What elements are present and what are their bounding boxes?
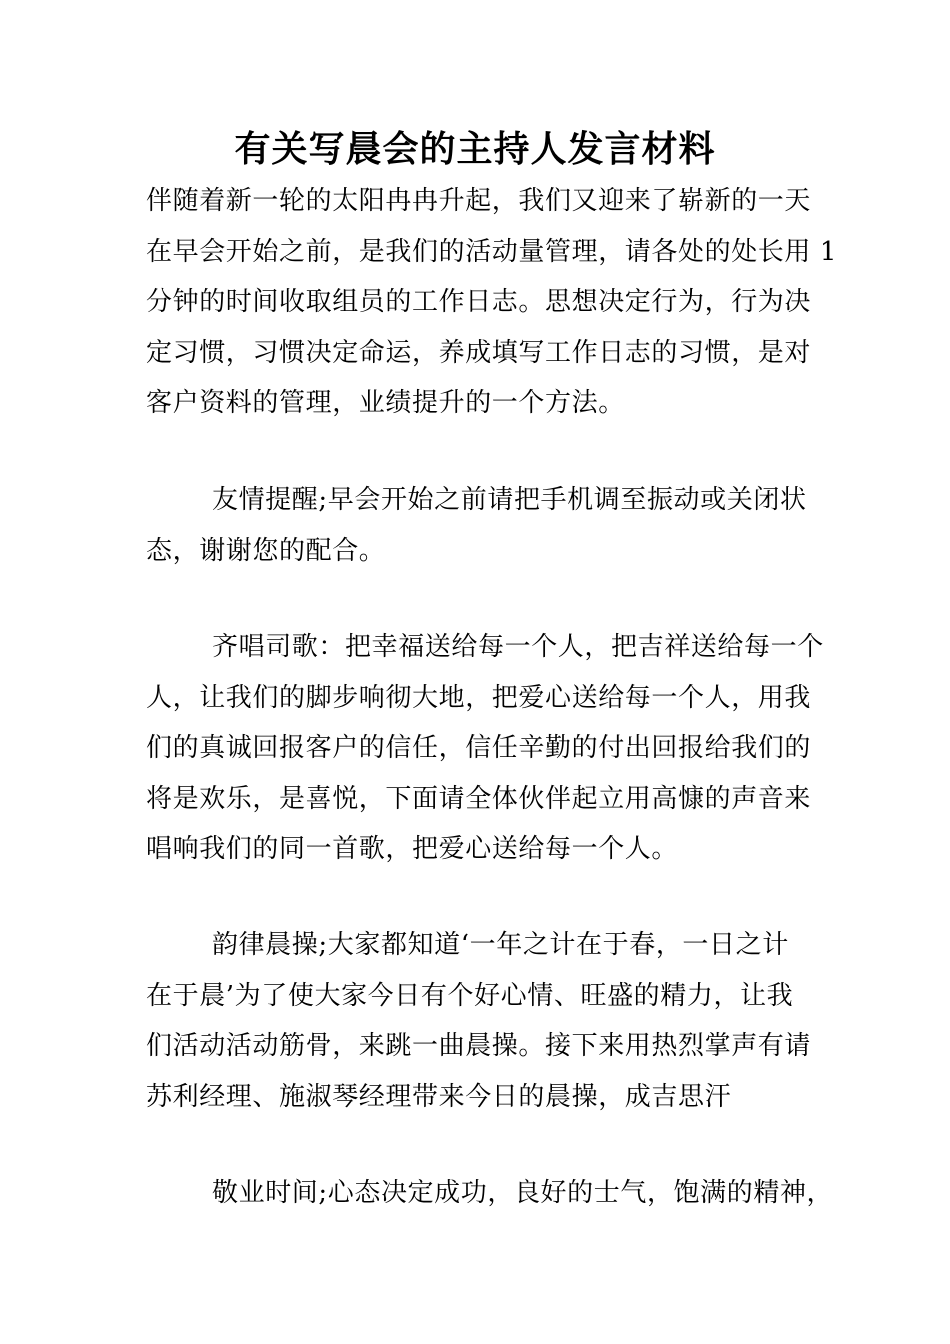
text-line: 苏利经理、施淑琴经理带来今日的晨操，成吉思汗 xyxy=(146,1081,732,1112)
text-line: 韵律晨操;大家都知道‘一年之计在于春，一日之计 xyxy=(212,930,789,960)
paragraph-dedication-time xyxy=(146,1168,834,1219)
text-line: 齐唱司歌：把幸福送给每一个人，把吉祥送给每一个 xyxy=(212,632,824,662)
paragraph-opening xyxy=(146,176,838,429)
text-line: 态，谢谢您的配合。 xyxy=(146,535,386,566)
text-line: 友情提醒;早会开始之前请把手机调至振动或关闭状 xyxy=(212,485,807,515)
text-line: 伴随着新一轮的太阳冉冉升起，我们又迎来了崭新的一天 xyxy=(146,186,812,216)
text-line: 分钟的时间收取组员的工作日志。思想决定行为，行为决 xyxy=(146,287,812,317)
text-line: 客户资料的管理，业绩提升的一个方法。 xyxy=(146,388,625,418)
text-line: 们活动活动筋骨，来跳一曲晨操。接下来用热烈掌声有请 xyxy=(146,1031,812,1061)
text-line: 人，让我们的脚步响彻大地，把爱心送给每一个人，用我 xyxy=(146,682,812,713)
text-line: 敬业时间;心态决定成功，良好的士气，饱满的精神， xyxy=(212,1178,834,1208)
paragraph-friendly-reminder xyxy=(146,475,814,576)
text-line: 在于晨’为了使大家今日有个好心情、旺盛的精力，让我 xyxy=(146,980,794,1011)
text-line: 在早会开始之前，是我们的活动量管理，请各处的处长用 1 xyxy=(146,236,838,267)
text-line: 唱响我们的同一首歌，把爱心送给每一个人。 xyxy=(146,834,679,864)
text-line: 将是欢乐，是喜悦，下面请全体伙伴起立用高慷的声音来 xyxy=(146,783,812,814)
paragraph-company-song xyxy=(146,622,824,875)
paragraph-morning-exercise xyxy=(146,920,814,1122)
document-title: 有关写晨会的主持人发言材料 xyxy=(234,129,716,170)
text-line: 定习惯，习惯决定命运，养成填写工作日志的习惯，是对 xyxy=(146,337,812,368)
text-line: 们的真诚回报客户的信任，信任辛勤的付出回报给我们的 xyxy=(146,733,812,763)
